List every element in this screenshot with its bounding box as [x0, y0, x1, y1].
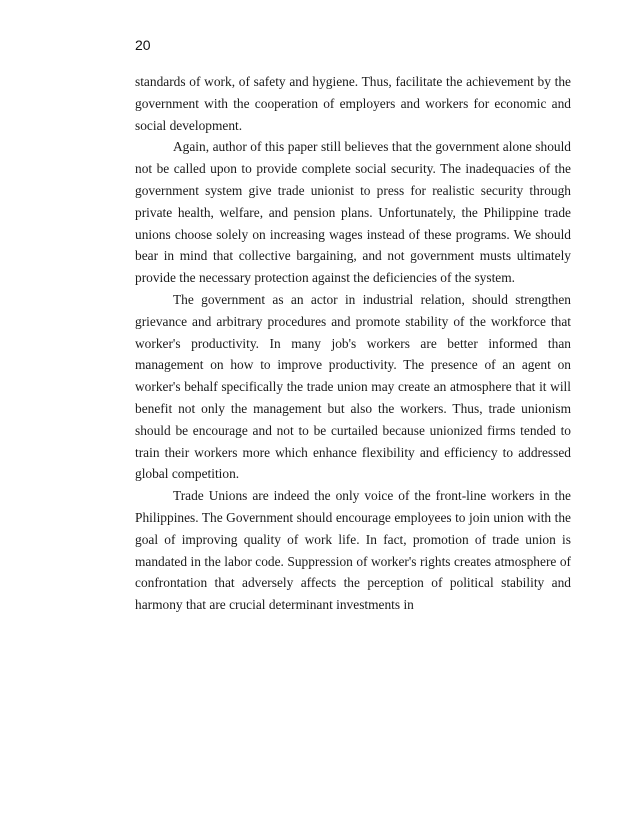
- page-number: 20: [135, 37, 151, 53]
- paragraph-trade-unions: Trade Unions are indeed the only voice of the front-line workers in the Philippines. The Government should encourage employees to join union with the goal of improving quality of work life. In fact, promotion of trade union is mandated in the labor code. Suppression of worker's rights creates atmosphere of confrontation that adversely affects the perception of political stability and harmony that are crucial determinant investments in: [135, 488, 571, 613]
- document-body: [135, 71, 571, 616]
- paragraph-continuation: standards of work, of safety and hygiene. Thus, facilitate the achievement by the government with the cooperation of employers and workers for economic and social development.: [135, 74, 571, 133]
- paragraph-social-security: Again, author of this paper still believes that the government alone should not be called upon to provide complete social security. The inadequacies of the government system give trade unionist to press for realistic security through private health, welfare, and pension plans. Unfortunately, the Philippine trade unions choose solely on increasing wages instead of these programs. We should bear in mind that collective bargaining, and not government musts ultimately provide the necessary protection against the deficiencies of the system.: [135, 139, 571, 286]
- paragraph-industrial-relations: The government as an actor in industrial relation, should strengthen grievance and arbitrary procedures and promote stability of the workforce that worker's productivity. In many job's workers are better informed than management on how to improve productivity. The presence of an agent on worker's behalf specifically the trade union may create an atmosphere that it will benefit not only the management but also the workers. Thus, trade unionism should be encourage and not to be curtailed because unionized firms tended to train their workers more which enhance flexibility and efficiency to addressed global competition.: [135, 291, 571, 482]
